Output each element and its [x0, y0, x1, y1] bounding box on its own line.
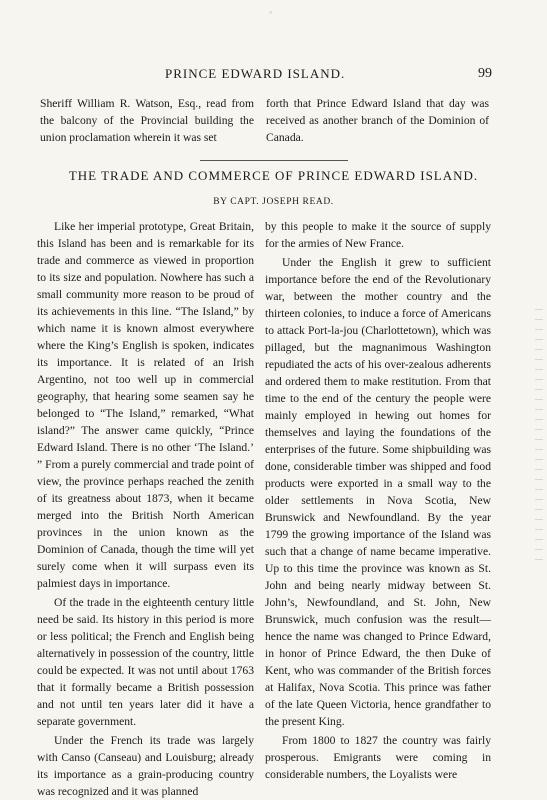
- paragraph: From 1800 to 1827 the country was fairly prosperous. Emigrants were coming in considerable numbers, the Loyalists were: [265, 734, 491, 781]
- article-column-left: [37, 218, 254, 800]
- ink-mark: ◦: [269, 7, 273, 17]
- continued-text-right: [266, 95, 489, 146]
- paragraph: Under the English it grew to sufficient importance before the end of the Revolutionary war, between the mother country and the thirteen colonies, to induce a force of Americans to attack Port-la-jou (Charlottetown), which was pillaged, but the magnanimous Washington repudiated the acts of his over-zealous adherents and ordered them to make restitution. From that time to the end of the century the people were mainly employed in hewing out homes for themselves and laying the foundations of the enterprises of the future. Some shipbuilding was done, considerable timber was shipped and food products were exported in a small way to the older settlements in Nova Scotia, New Brunswick and Newfoundland. By the year 1799 the growing importance of the Island was such that a change of name became imperative. Up to this time the province was known as St. John and being nearly midway between St. John’s, Newfoundland, and St. John, New Brunswick, much confusion was the result—hence the name was changed to Prince Edward, in honor of Prince Edward, the then Duke of Kent, who was commander of the British forces at Halifax, Nova Scotia. This prince was father of the late Queen Victoria, hence grandfather to the present King.: [265, 256, 491, 728]
- page-header: [0, 66, 547, 86]
- article-column-right: [265, 218, 491, 783]
- paragraph: Under the French its trade was largely with Canso (Canseau) and Louisburg; already its importance as a grain-producing country was recognized and it was planned: [37, 734, 254, 798]
- paragraph: Sheriff William R. Watson, Esq., read from the balcony of the Provincial building the union proclamation wherein it was set: [40, 97, 254, 144]
- paragraph: Of the trade in the eighteenth century little need be said. Its history in this period is more or less political; the French and English being alternatively in possession of the country, little could be expected. It was not until about 1763 that it formally became a British possession and not until ten years later did it have a separate government.: [37, 596, 254, 728]
- continued-text-left: [40, 95, 254, 146]
- paragraph: forth that Prince Edward Island that day was received as another branch of the Dominion of Canada.: [266, 97, 489, 144]
- article-title: THE TRADE AND COMMERCE OF PRINCE EDWARD ISLAND.: [68, 168, 479, 183]
- section-divider: [200, 160, 348, 161]
- page-number: 99: [478, 66, 492, 81]
- running-title: PRINCE EDWARD ISLAND.: [165, 66, 346, 81]
- paragraph: by this people to make it the source of supply for the armies of New France.: [265, 220, 491, 250]
- byline: BY CAPT. JOSEPH READ.: [213, 197, 334, 207]
- paragraph: Like her imperial prototype, Great Britain, this Island has been and is remarkable for its trade and commerce as viewed in proportion to its size and population. Nowhere has such a small community more reason to be proud of its achievements in this line. “The Island,” by which name it is known almost everywhere where the King’s English is spoken, indicates its importance. It is related of an Irish Argentino, not too well up in commercial geography, that hearing some seamen say he belonged to “The Island,” remarked, “What island?” The answer came quickly, “Prince Edward Island. There is no other ‘The Island.’ ” From a purely commercial and trade point of view, the province perhaps reached the zenith of its greatness about 1873, when it became merged into the British North American provinces in the union known as the Dominion of Canada, though the time will yet surely come when it will surpass even its palmiest days in importance.: [37, 220, 254, 590]
- page-edge-artifact: [535, 300, 543, 560]
